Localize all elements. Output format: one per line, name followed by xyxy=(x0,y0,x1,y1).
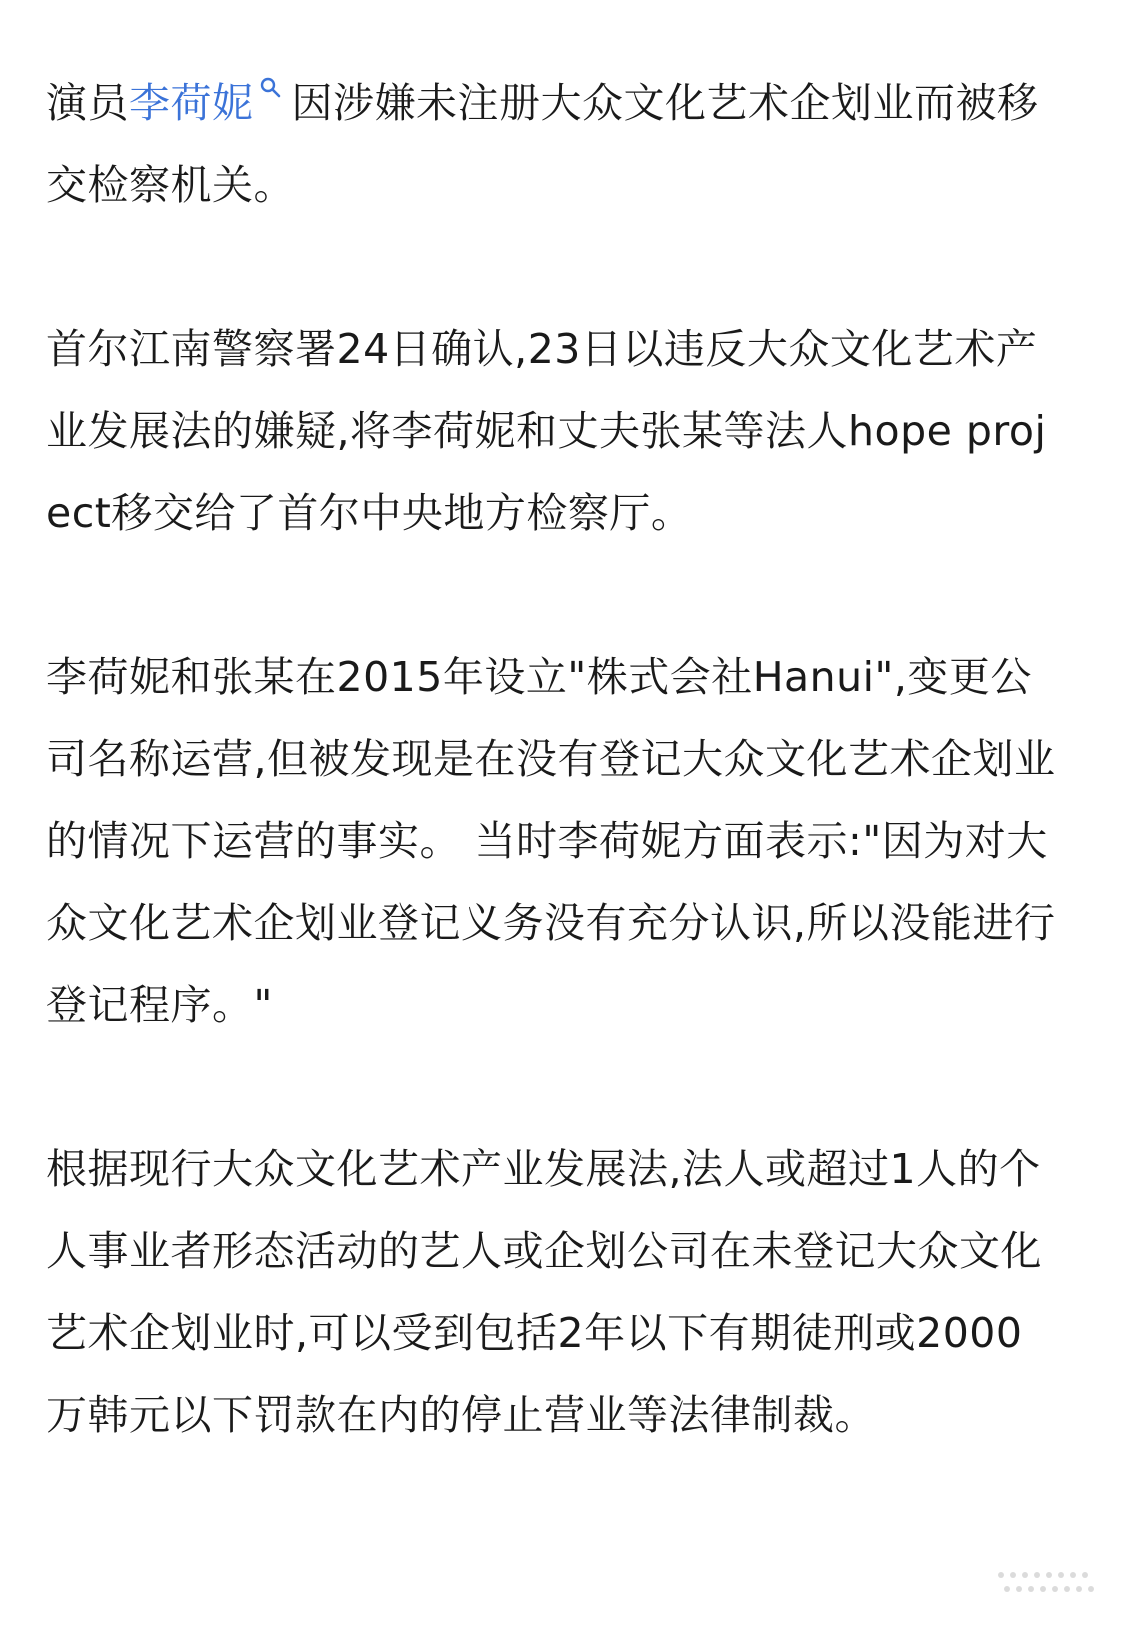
paragraph-3: 李荷妮和张某在2015年设立"株式会社Hanui",变更公司名称运营,但被发现是在没有登记大众文化艺术企划业的情况下运营的事实。 当时李荷妮方面表示:"因为对大众文化艺术企划业登记义务没有充分认识,所以没能进行登记程序。" xyxy=(46,653,1056,1029)
person-link[interactable]: 李荷妮 xyxy=(129,79,254,127)
search-icon[interactable] xyxy=(258,75,282,99)
paragraph-1 xyxy=(46,62,1056,226)
article-body xyxy=(46,62,1056,1456)
paragraph-4: 根据现行大众文化艺术产业发展法,法人或超过1人的个人事业者形态活动的艺人或企划公司在未登记大众文化艺术企划业时,可以受到包括2年以下有期徒刑或2000万韩元以下罚款在内的停止营业等法律制裁。 xyxy=(46,1145,1042,1439)
paragraph-1-prefix: 演员 xyxy=(46,79,129,127)
paragraph-2: 首尔江南警察署24日确认,23日以违反大众文化艺术产业发展法的嫌疑,将李荷妮和丈夫张某等法人hope project移交给了首尔中央地方检察厅。 xyxy=(46,325,1047,537)
paragraph-1-suffix: 因涉嫌未注册大众文化艺术企划业而被移交检察机关。 xyxy=(46,79,1039,209)
dots-watermark-icon xyxy=(991,1565,1101,1605)
